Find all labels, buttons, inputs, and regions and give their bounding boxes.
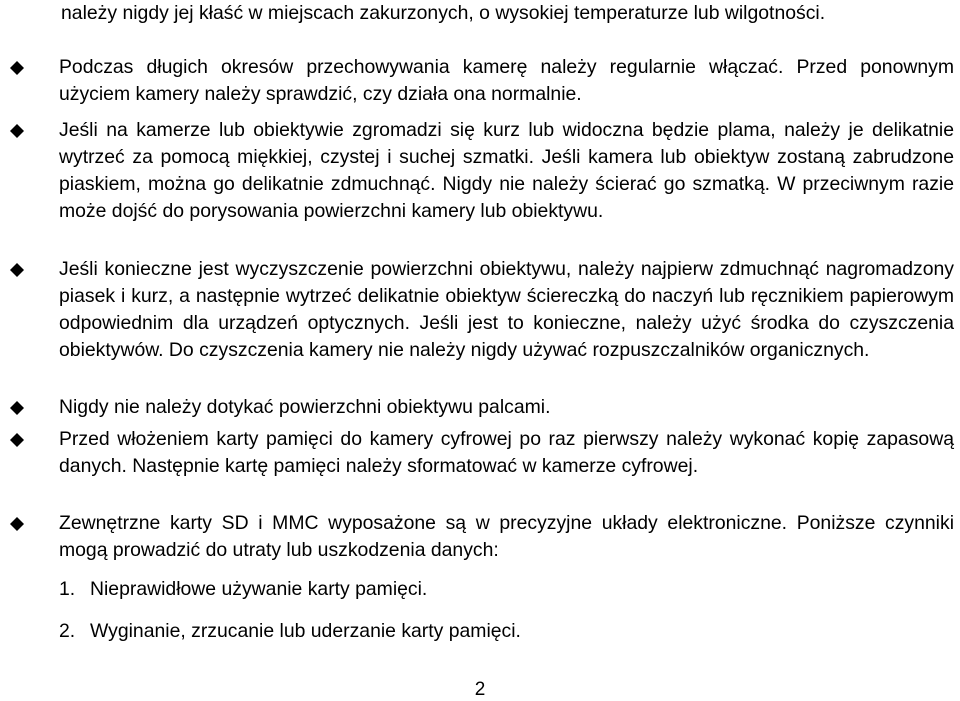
bullet-text: Przed włożeniem karty pamięci do kamery cyfrowej po raz pierwszy należy wykonać kopię zapasową danych. Następnie kartę pamięci należy sformatować w kamerze cyfrowej.	[59, 428, 954, 477]
diamond-bullet-icon	[10, 124, 24, 138]
diamond-bullet-icon	[10, 61, 24, 75]
bullet-item-storage	[59, 54, 954, 108]
list-number: 2.	[59, 620, 76, 642]
list-item-text: Nieprawidłowe używanie karty pamięci.	[90, 578, 428, 600]
bullet-text: Jeśli konieczne jest wyczyszczenie powierzchni obiektywu, należy najpierw zdmuchnąć nagromadzony piasek i kurz, a następnie wytrzeć delikatnie obiektyw ściereczką do naczyń lub ręcznikiem papierowym odpowiednim dla urządzeń optycznych. Jeśli jest to konieczne, należy użyć środka do czyszczenia obiektywów. Do czyszczenia kamery nie należy nigdy używać rozpuszczalników organicznych.	[59, 258, 954, 361]
bullet-item-sd-mmc	[59, 510, 954, 564]
list-number: 1.	[59, 578, 76, 600]
diamond-bullet-icon	[10, 263, 24, 277]
bullet-item-lens-cleaning	[59, 256, 954, 364]
bullet-item-memory-card-backup	[59, 426, 954, 480]
diamond-bullet-icon	[10, 517, 24, 531]
page-number: 2	[474, 679, 486, 700]
numbered-item-1	[59, 576, 954, 603]
numbered-item-2	[59, 618, 954, 645]
bullet-item-no-touch	[59, 394, 954, 421]
bullet-text: Jeśli na kamerze lub obiektywie zgromadzi się kurz lub widoczna będzie plama, należy je delikatnie wytrzeć za pomocą miękkiej, czystej i suchej szmatki. Jeśli kamera lub obiektyw zostaną zabrudzone piaskiem, można go delikatnie zdmuchnąć. Nigdy nie należy ścierać go szmatką. W przeciwnym razie może dojść do porysowania powierzchni kamery lub obiektywu.	[59, 119, 954, 222]
bullet-text: Zewnętrzne karty SD i MMC wyposażone są w precyzyjne układy elektroniczne. Poniższe czynniki mogą prowadzić do utraty lub uszkodzenia danych:	[59, 512, 954, 561]
bullet-text: Nigdy nie należy dotykać powierzchni obiektywu palcami.	[59, 396, 551, 418]
diamond-bullet-icon	[10, 433, 24, 447]
list-item-text: Wyginanie, zrzucanie lub uderzanie karty pamięci.	[90, 620, 521, 642]
continuation-paragraph: należy nigdy jej kłaść w miejscach zakurzonych, o wysokiej temperaturze lub wilgotności.	[61, 2, 826, 24]
diamond-bullet-icon	[10, 401, 24, 415]
bullet-text: Podczas długich okresów przechowywania kamerę należy regularnie włączać. Przed ponownym użyciem kamery należy sprawdzić, czy działa ona normalnie.	[59, 56, 954, 105]
bullet-item-dust	[59, 117, 954, 225]
